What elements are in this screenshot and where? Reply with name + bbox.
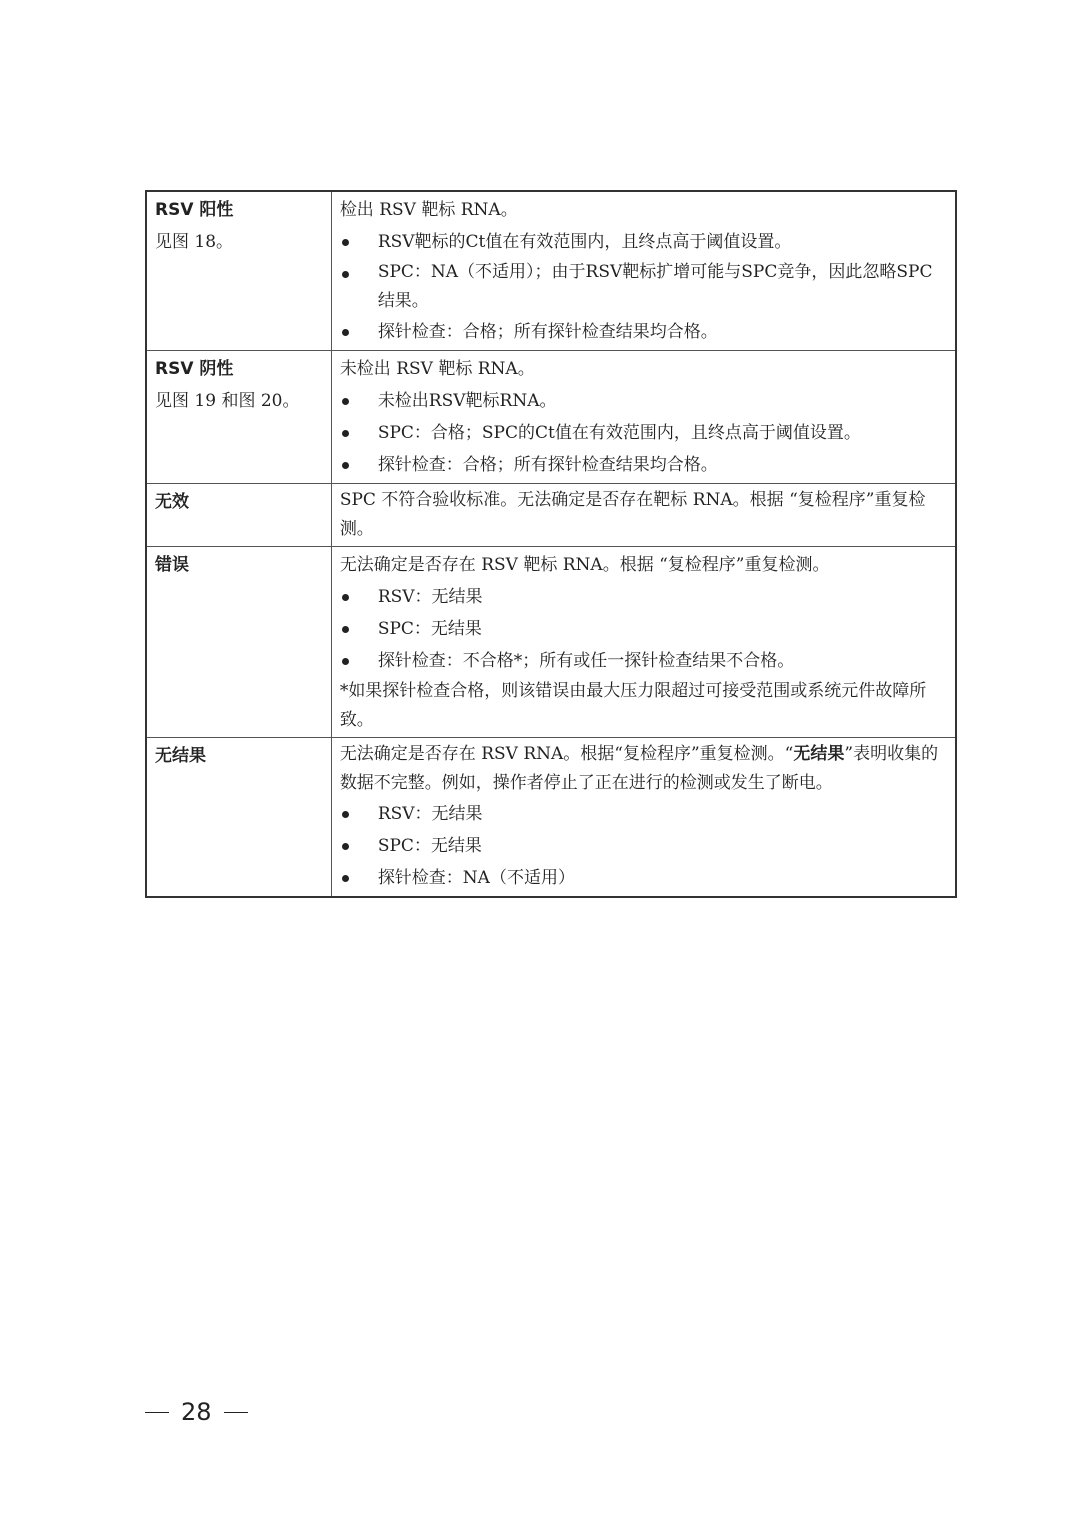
list-item-text: RSV：无结果: [377, 804, 483, 824]
page-number: [145, 1398, 248, 1426]
figure-reference: 见图 19 和图 20。: [155, 391, 300, 411]
result-label-cell: [146, 191, 331, 351]
result-label: RSV 阳性: [155, 200, 234, 220]
list-item: [340, 830, 947, 862]
result-intro: [340, 740, 947, 798]
bullet-icon: [342, 329, 349, 336]
result-description-cell: [331, 191, 956, 351]
bullet-list: [340, 798, 947, 894]
result-intro: 检出 RSV 靶标 RNA。: [339, 200, 518, 220]
result-label: 无效: [155, 492, 189, 512]
list-item: [340, 645, 947, 677]
result-intro: 未检出 RSV 靶标 RNA。: [339, 359, 535, 379]
list-item-text: 探针检查：合格；所有探针检查结果均合格。: [377, 322, 718, 342]
list-item-text: 探针检查：合格；所有探针检查结果均合格。: [377, 455, 718, 475]
bullet-list: [340, 581, 947, 677]
list-item: [340, 613, 947, 645]
list-item-text: RSV靶标的Ct值在有效范围内，且终点高于阈值设置。: [377, 232, 792, 252]
list-item: [340, 385, 947, 417]
bullet-icon: [342, 594, 349, 601]
result-label-cell: [146, 351, 331, 484]
result-label-cell: [146, 738, 331, 898]
list-item: [340, 862, 947, 894]
result-label: RSV 阴性: [155, 359, 234, 379]
dash-decoration: [224, 1412, 248, 1413]
bullet-icon: [342, 398, 349, 405]
table-row: [146, 738, 956, 898]
result-interpretation-table: [145, 190, 957, 898]
bullet-icon: [342, 843, 349, 850]
bullet-list: [340, 226, 947, 348]
table-row: [146, 547, 956, 738]
bullet-icon: [342, 271, 349, 278]
bullet-icon: [342, 430, 349, 437]
bullet-icon: [342, 811, 349, 818]
table-row: [146, 191, 956, 351]
bullet-icon: [342, 875, 349, 882]
intro-text: 无法确定是否存在 RSV RNA。根据“复检程序”重复检测。“: [339, 744, 794, 764]
result-description-cell: [331, 547, 956, 738]
page-number-text: 28: [181, 1398, 212, 1426]
result-intro: 无法确定是否存在 RSV 靶标 RNA。根据 “复检程序”重复检测。: [339, 555, 830, 575]
list-item-text: SPC：合格；SPC的Ct值在有效范围内，且终点高于阈值设置。: [377, 423, 861, 443]
list-item-text: SPC：无结果: [377, 619, 482, 639]
result-label: 错误: [155, 555, 189, 575]
bullet-list: [340, 385, 947, 481]
list-item: [340, 226, 947, 258]
result-description-cell: [331, 351, 956, 484]
result-description-cell: [331, 738, 956, 898]
figure-reference: 见图 18。: [155, 232, 234, 252]
list-item: [340, 258, 947, 316]
list-item: [340, 417, 947, 449]
list-item-text: 未检出RSV靶标RNA。: [377, 391, 557, 411]
list-item-text: 探针检查：不合格*；所有或任一探针检查结果不合格。: [377, 651, 795, 671]
list-item-text: SPC：无结果: [377, 836, 482, 856]
table-row: [146, 484, 956, 547]
result-label: 无结果: [155, 746, 206, 766]
table-row: [146, 351, 956, 484]
bullet-icon: [342, 462, 349, 469]
intro-text: ”表明收集的数据不完整。例如，操作者停止了正在进行的检测或发生了断电。: [339, 744, 939, 793]
result-description-cell: [331, 484, 956, 547]
result-label-cell: [146, 547, 331, 738]
list-item-text: SPC：NA（不适用）；由于RSV靶标扩增可能与SPC竞争，因此忽略SPC结果。: [377, 262, 933, 311]
list-item: [340, 449, 947, 481]
result-intro: SPC 不符合验收标准。无法确定是否存在靶标 RNA。根据 “复检程序”重复检测。: [339, 490, 926, 539]
list-item: [340, 798, 947, 830]
bullet-icon: [342, 239, 349, 246]
list-item: [340, 316, 947, 348]
bullet-icon: [342, 626, 349, 633]
list-item-text: RSV：无结果: [377, 587, 483, 607]
result-label-cell: [146, 484, 331, 547]
bullet-icon: [342, 658, 349, 665]
intro-bold-term: 无结果: [793, 744, 845, 764]
footnote: *如果探针检查合格，则该错误由最大压力限超过可接受范围或系统元件故障所致。: [339, 681, 927, 730]
list-item-text: 探针检查：NA（不适用）: [377, 868, 575, 888]
list-item: [340, 581, 947, 613]
dash-decoration: [145, 1412, 169, 1413]
